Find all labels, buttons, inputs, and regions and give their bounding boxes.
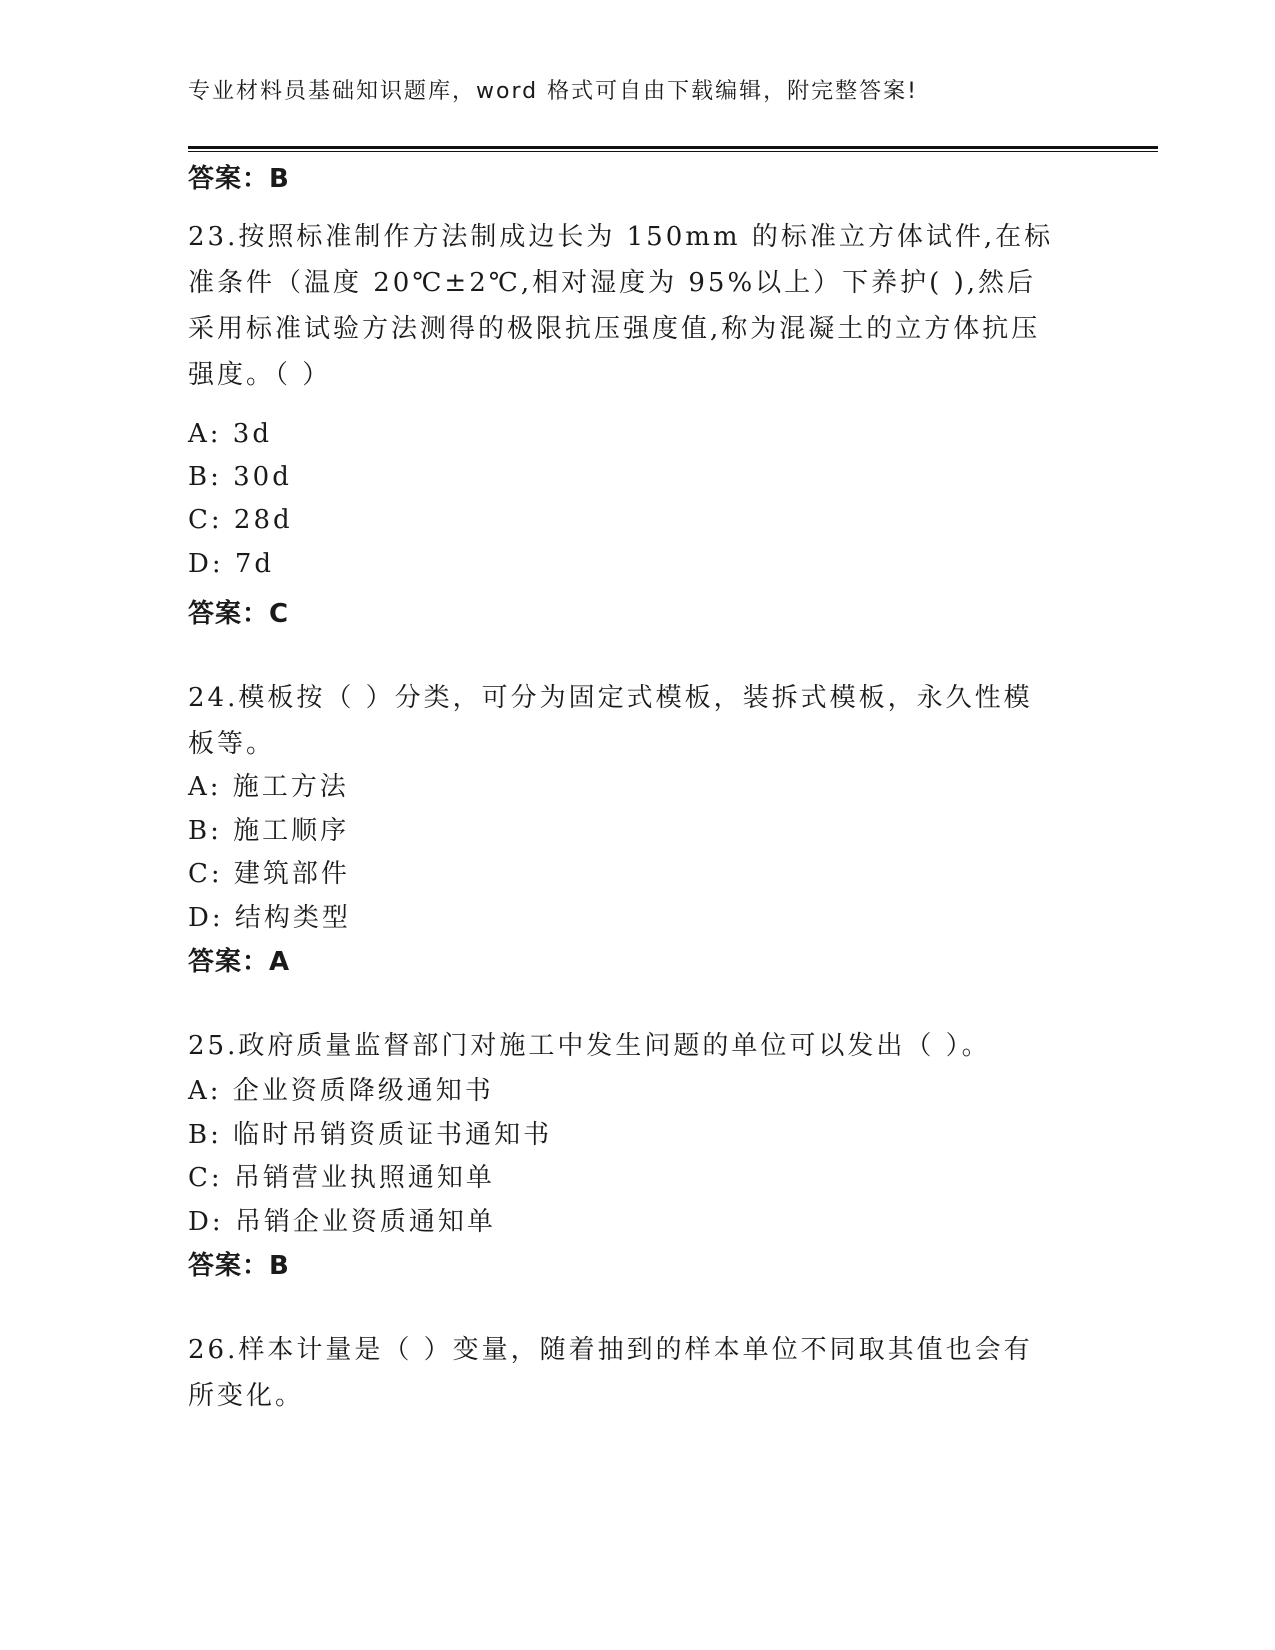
answer-previous: 答案：B	[188, 164, 290, 194]
question-23-option-b: B: 30d	[188, 462, 292, 492]
question-23-option-d: D: 7d	[188, 549, 275, 579]
question-25-option-d: D: 吊销企业资质通知单	[188, 1207, 496, 1237]
question-24-option-a: A: 施工方法	[188, 772, 349, 802]
question-23-answer: 答案：C	[188, 599, 290, 629]
question-23-option-a: A: 3d	[188, 419, 272, 449]
question-25-option-b: B: 临时吊销资质证书通知书	[188, 1120, 553, 1150]
question-25-option-a: A: 企业资质降级通知书	[188, 1076, 494, 1106]
question-23: 23.按照标准制作方法制成边长为 150mm 的标准立方体试件,在标准条件（温度 20℃±2℃,相对湿度为 95%以上）下养护( ),然后采用标准试验方法测得的极限抗压强度值,称为混凝土的立方体抗压强度。（ ）	[188, 222, 1054, 390]
question-24-option-b: B: 施工顺序	[188, 816, 350, 846]
header-rule-thick	[188, 146, 1158, 149]
question-26: 26.样本计量是（ ）变量，随着抽到的样本单位不同取其值也会有所变化。	[188, 1335, 1033, 1411]
question-24-option-d: D: 结构类型	[188, 903, 351, 933]
question-25-answer: 答案：B	[188, 1251, 290, 1281]
page-header: 专业材料员基础知识题库，word 格式可自由下载编辑，附完整答案!	[188, 79, 918, 104]
question-23-option-c: C: 28d	[188, 505, 293, 535]
header-rule-thin	[188, 151, 1158, 152]
question-24: 24.模板按（ ）分类，可分为固定式模板，装拆式模板，永久性模板等。	[188, 683, 1033, 759]
question-25-option-c: C: 吊销营业执照通知单	[188, 1163, 495, 1193]
question-24-option-c: C: 建筑部件	[188, 859, 350, 889]
question-24-answer: 答案：A	[188, 947, 291, 977]
question-25: 25.政府质量监督部门对施工中发生问题的单位可以发出（ ）。	[188, 1031, 991, 1061]
